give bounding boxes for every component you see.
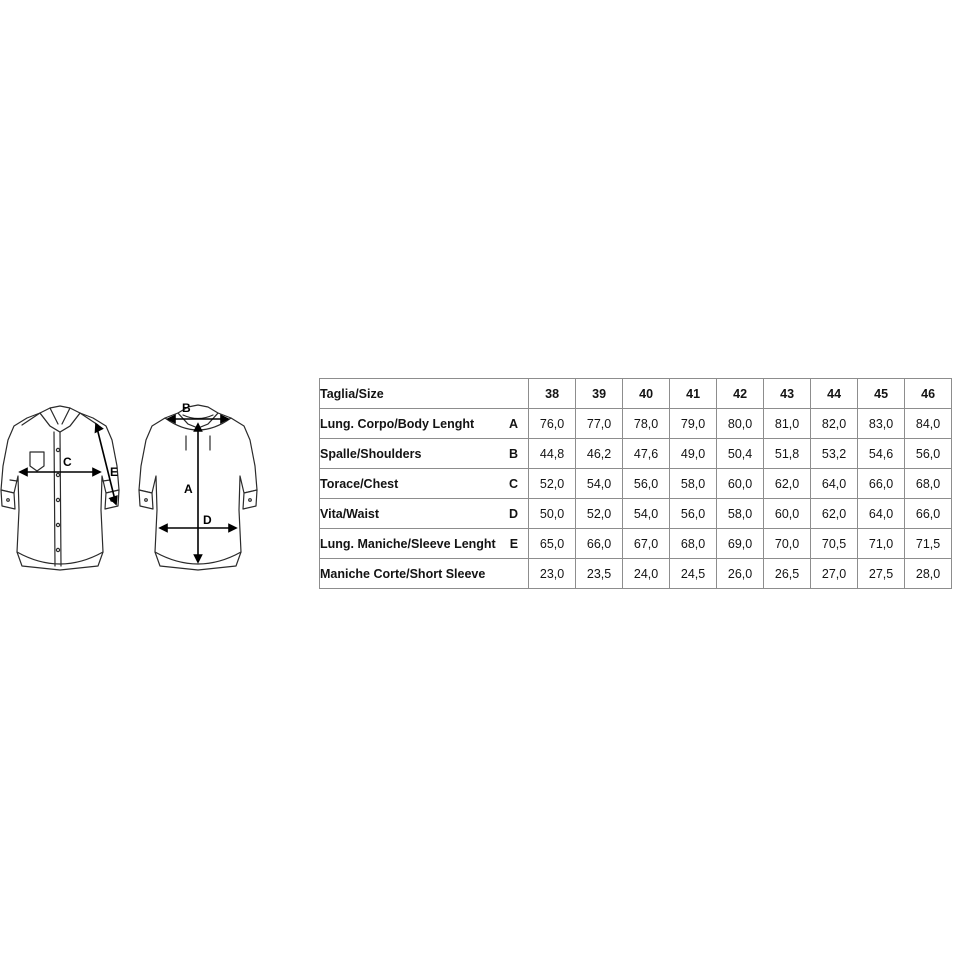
cell: 78,0	[623, 409, 670, 439]
cell: 60,0	[717, 469, 764, 499]
header-cell-size-43: 43	[764, 379, 811, 409]
cell: 68,0	[905, 469, 952, 499]
header-cell-size-42: 42	[717, 379, 764, 409]
size-chart-table	[319, 378, 952, 589]
cell: 54,0	[576, 469, 623, 499]
cell: 71,5	[905, 529, 952, 559]
cell: 56,0	[905, 439, 952, 469]
table-row	[320, 469, 952, 499]
cell: 70,5	[811, 529, 858, 559]
cell: 54,0	[623, 499, 670, 529]
cell: 76,0	[529, 409, 576, 439]
cell: 70,0	[764, 529, 811, 559]
row-label-chest	[320, 469, 529, 499]
cell: 64,0	[811, 469, 858, 499]
header-cell-size: Taglia/Size	[320, 379, 529, 409]
row-label-short-sleeve	[320, 559, 529, 589]
cell: 77,0	[576, 409, 623, 439]
cell: 56,0	[670, 499, 717, 529]
cell: 64,0	[858, 499, 905, 529]
size-chart-table-container	[319, 378, 970, 589]
cell: 24,0	[623, 559, 670, 589]
row-letter: A	[509, 416, 519, 431]
cell: 67,0	[623, 529, 670, 559]
cell: 66,0	[858, 469, 905, 499]
header-cell-size-39: 39	[576, 379, 623, 409]
table-row	[320, 559, 952, 589]
row-label-text: Torace/Chest	[320, 476, 399, 491]
cell: 82,0	[811, 409, 858, 439]
row-label-text: Vita/Waist	[320, 506, 380, 521]
row-letter: E	[509, 536, 519, 551]
cell: 53,2	[811, 439, 858, 469]
table-row	[320, 409, 952, 439]
cell: 26,5	[764, 559, 811, 589]
label-b: B	[182, 401, 191, 415]
label-a: A	[184, 482, 193, 496]
table-row	[320, 439, 952, 469]
cell: 81,0	[764, 409, 811, 439]
row-label-text: Spalle/Shoulders	[320, 446, 422, 461]
cell: 66,0	[576, 529, 623, 559]
label-e: E	[110, 465, 119, 479]
table-row	[320, 499, 952, 529]
shirt-measurement-diagram	[0, 380, 300, 600]
table-header-row	[320, 379, 952, 409]
cell: 49,0	[670, 439, 717, 469]
cell: 52,0	[529, 469, 576, 499]
cell: 79,0	[670, 409, 717, 439]
cell: 28,0	[905, 559, 952, 589]
row-label-text: Lung. Corpo/Body Lenght	[320, 416, 475, 431]
header-cell-size-38: 38	[529, 379, 576, 409]
cell: 83,0	[858, 409, 905, 439]
row-label-shoulders	[320, 439, 529, 469]
cell: 69,0	[717, 529, 764, 559]
header-cell-size-46: 46	[905, 379, 952, 409]
label-c: C	[63, 455, 72, 469]
cell: 84,0	[905, 409, 952, 439]
row-letter: C	[509, 476, 519, 491]
cell: 26,0	[717, 559, 764, 589]
cell: 51,8	[764, 439, 811, 469]
cell: 24,5	[670, 559, 717, 589]
cell: 65,0	[529, 529, 576, 559]
cell: 71,0	[858, 529, 905, 559]
cell: 27,5	[858, 559, 905, 589]
cell: 62,0	[764, 469, 811, 499]
cell: 52,0	[576, 499, 623, 529]
cell: 23,0	[529, 559, 576, 589]
row-label-waist	[320, 499, 529, 529]
header-cell-size-41: 41	[670, 379, 717, 409]
header-cell-size-44: 44	[811, 379, 858, 409]
cell: 56,0	[623, 469, 670, 499]
cell: 60,0	[764, 499, 811, 529]
row-label-text: Lung. Maniche/Sleeve Lenght	[320, 536, 496, 551]
table-row	[320, 529, 952, 559]
cell: 47,6	[623, 439, 670, 469]
row-letter: D	[509, 506, 519, 521]
cell: 62,0	[811, 499, 858, 529]
cell: 50,4	[717, 439, 764, 469]
cell: 66,0	[905, 499, 952, 529]
cell: 58,0	[670, 469, 717, 499]
header-cell-size-45: 45	[858, 379, 905, 409]
cell: 46,2	[576, 439, 623, 469]
header-cell-size-40: 40	[623, 379, 670, 409]
cell: 27,0	[811, 559, 858, 589]
cell: 44,8	[529, 439, 576, 469]
cell: 68,0	[670, 529, 717, 559]
row-letter: B	[509, 446, 519, 461]
row-label-text: Maniche Corte/Short Sleeve	[320, 566, 486, 581]
cell: 23,5	[576, 559, 623, 589]
cell: 54,6	[858, 439, 905, 469]
cell: 80,0	[717, 409, 764, 439]
row-label-sleeve-length	[320, 529, 529, 559]
label-d: D	[203, 513, 212, 527]
cell: 50,0	[529, 499, 576, 529]
row-label-body-length	[320, 409, 529, 439]
cell: 58,0	[717, 499, 764, 529]
